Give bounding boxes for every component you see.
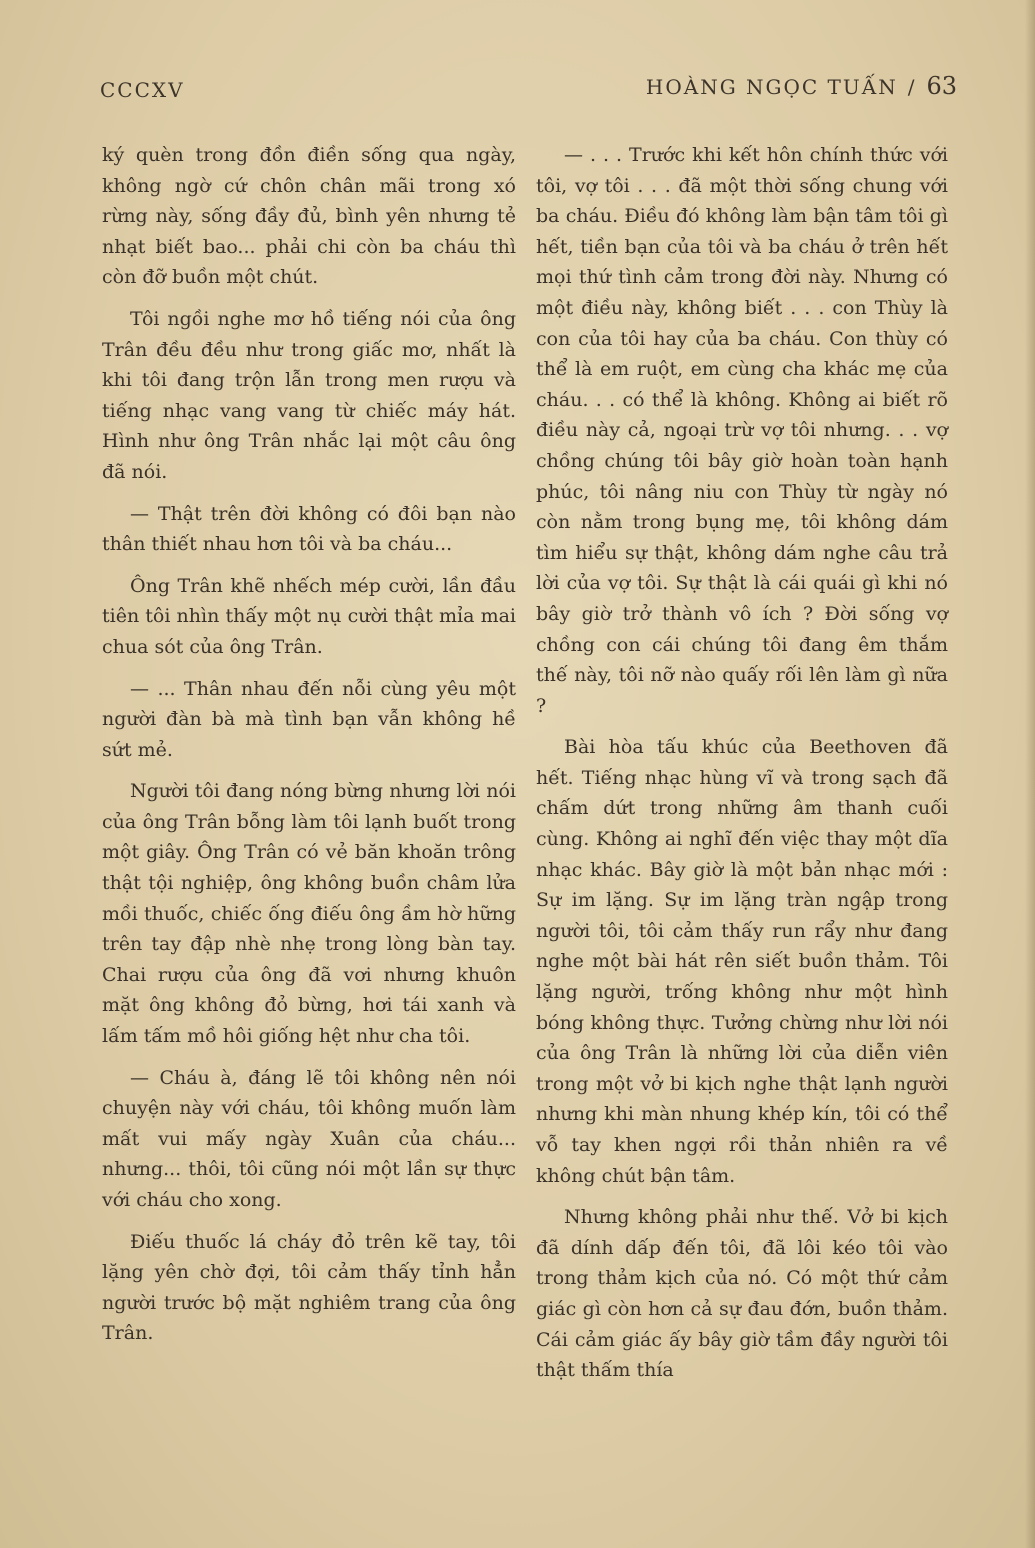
paragraph: Bài hòa tấu khúc của Beethoven đã hết. Tiếng nhạc hùng vĩ và trong sạch đã chấm dứt trong những âm thanh cuối cùng. Không ai nghĩ đến việc thay một dĩa nhạc khác. Bây giờ là một bản nhạc mới : Sự im lặng. Sự im lặng tràn ngập trong người tôi, tôi cảm thấy run rẩy như đang nghe một bài hát rên siết buồn thảm. Tôi lặng người, trống không như một hình bóng không thực. Tưởng chừng như lời nói của ông Trân là những lời của diễn viên trong một vở bi kịch nghe thật lạnh người nhưng khi màn nhung khép kín, tôi có thể vỗ tay khen ngợi rồi thản nhiên ra về không chút bận tâm. [536,736,948,1187]
running-header [100,70,957,104]
paragraph: — ... Thân nhau đến nỗi cùng yêu một người đàn bà mà tình bạn vẫn không hề sứt mẻ. [102,677,516,761]
left-column [102,140,516,1360]
right-column [536,140,948,1397]
section-number: CCCXV [100,78,185,102]
paragraph: Ông Trân khẽ nhếch mép cười, lần đầu tiên tôi nhìn thấy một nụ cười thật mỉa mai chua sót của ông Trân. [102,574,516,658]
paragraph: — Cháu à, đáng lẽ tôi không nên nói chuyện này với cháu, tôi không muốn làm mất vui mấy ngày Xuân của cháu... nhưng... thôi, tôi cũng nói một lần sự thực với cháu cho xong. [102,1066,516,1211]
paragraph: Người tôi đang nóng bừng nhưng lời nói của ông Trân bỗng làm tôi lạnh buốt trong một giây. Ông Trân có vẻ băn khoăn trông thật tội nghiệp, ông không buồn châm lửa mồi thuốc, chiếc ống điếu ông ầm hờ hững trên tay đập nhè nhẹ trong lòng bàn tay. Chai rượu của ông đã vơi nhưng khuôn mặt ông không đỏ bừng, hơi tái xanh và lấm tấm mồ hôi giống hệt như cha tôi. [102,780,516,1048]
page-number: 63 [926,72,957,100]
header-separator: / [907,75,917,99]
paragraph: Tôi ngồi nghe mơ hồ tiếng nói của ông Trân đều đều như trong giấc mơ, nhất là khi tôi đang trộn lẫn trong men rượu và tiếng nhạc vang vang từ chiếc máy hát. Hình như ông Trân nhắc lại một câu ông đã nói. [102,307,516,483]
author-name: HOÀNG NGỌC TUẤN [645,75,898,99]
paragraph: Nhưng không phải như thế. Vở bi kịch đã dính dấp đến tôi, đã lôi kéo tôi vào trong thảm kịch của nó. Có một thứ cảm giác gì còn hơn cả sự đau đớn, buồn thảm. Cái cảm giác ấy bây giờ tầm đầy người tôi thật thấm thía [536,1206,948,1382]
page-edge-shadow [1025,0,1035,1548]
paragraph: — Thật trên đời không có đôi bạn nào thân thiết nhau hơn tôi và ba cháu... [102,502,516,556]
paragraph: — . . . Trước khi kết hôn chính thức với tôi, vợ tôi . . . đã một thời sống chung với ba cháu. Điều đó không làm bận tâm tôi gì hết, tiền bạn của tôi và ba cháu ở trên hết mọi thứ tình cảm trong đời này. Nhưng có một điều này, không biết . . . con Thùy là con của tôi hay của ba cháu. Con thùy có thể là em ruột, em cùng cha khác mẹ của cháu. . . có thể là không. Không ai biết rõ điều này cả, ngoại trừ vợ tôi nhưng. . . vợ chồng chúng tôi bây giờ hoàn toàn hạnh phúc, tôi nâng niu con Thùy từ ngày nó còn nằm trong bụng mẹ, tôi không dám tìm hiểu sự thật, không dám nghe câu trả lời của vợ tôi. Sự thật là cái quái gì khi nó bây giờ trở thành vô ích ? Đời sống vợ chồng con cái chúng tôi đang êm thắm thế này, tôi nỡ nào quấy rối lên làm gì nữa ? [536,144,948,717]
paragraph: ký quèn trong đồn điền sống qua ngày, không ngờ cứ chôn chân mãi trong xó rừng này, sống đầy đủ, bình yên nhưng tẻ nhạt biết bao... phải chi còn ba cháu thì còn đỡ buồn một chút. [102,144,516,289]
paragraph: Điếu thuốc lá cháy đỏ trên kẽ tay, tôi lặng yên chờ đợi, tôi cảm thấy tỉnh hẳn người trước bộ mặt nghiêm trang của ông Trân. [102,1230,516,1345]
author-and-page [646,72,957,100]
